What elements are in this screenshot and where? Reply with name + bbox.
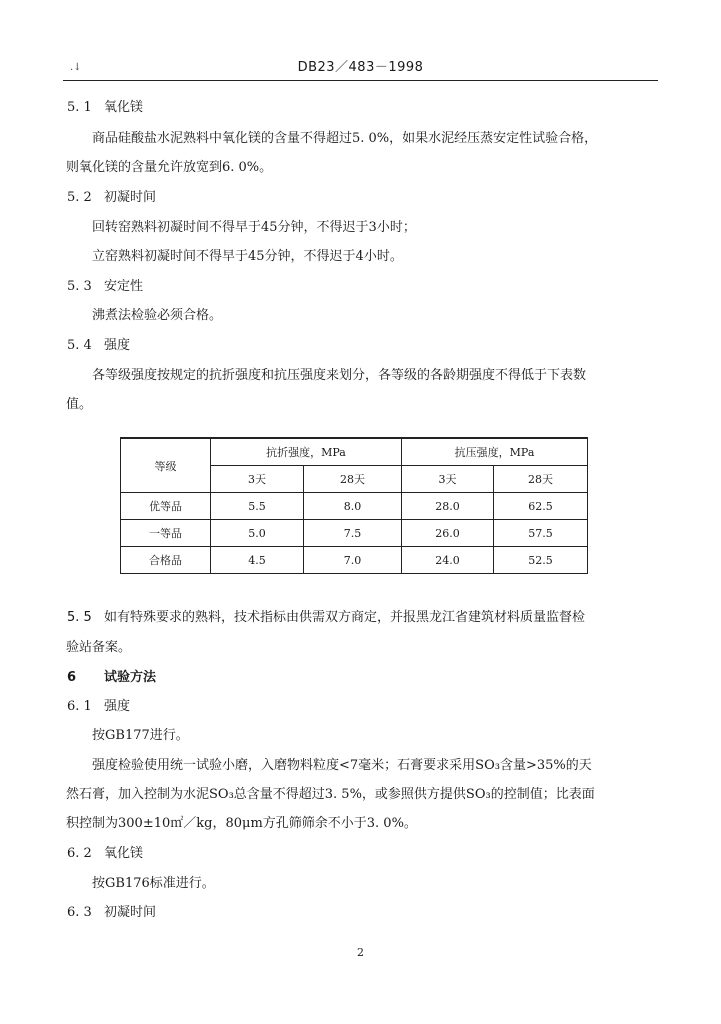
section-5-4-heading <box>67 334 130 353</box>
table-row <box>121 520 588 547</box>
section-number: 5. 3 <box>67 279 92 294</box>
section-number: 6. 3 <box>67 905 92 920</box>
paragraph-line: 然石膏，加入控制为水泥SO₃总含量不得超过3. 5%，或参照供方提供SO₃的控制值；比表面 <box>66 787 595 802</box>
section-number: 6 <box>67 670 77 685</box>
value-cell: 5.0 <box>211 520 304 547</box>
section-number: 6. 2 <box>67 846 92 861</box>
section-5-5-line <box>67 606 585 625</box>
section-number: 5. 5 <box>67 610 92 625</box>
value-cell: 4.5 <box>211 547 304 574</box>
paragraph-line: 商品硅酸盐水泥熟料中氧化镁的含量不得超过5. 0%，如果水泥经压蒸安定性试验合格， <box>92 131 598 146</box>
strength-grade-table <box>120 437 588 574</box>
section-title: 氧化镁 <box>104 100 144 115</box>
table-row <box>121 493 588 520</box>
value-cell: 5.5 <box>211 493 304 520</box>
section-title: 初凝时间 <box>104 905 157 920</box>
paragraph-line: 值。 <box>66 397 93 412</box>
compressive-header: 抗压强度，MPa <box>402 438 588 466</box>
value-cell: 62.5 <box>494 493 588 520</box>
section-number: 5. 4 <box>67 338 92 353</box>
paragraph-text: 如有特殊要求的熟料，技术指标由供需双方商定，并报黑龙江省建筑材料质量监督检 <box>104 610 586 625</box>
header-mark: .↓ <box>70 62 82 73</box>
section-6-2-heading <box>67 842 143 861</box>
chapter-6-heading <box>67 666 156 685</box>
value-cell: 7.0 <box>304 547 402 574</box>
paragraph-line: 积控制为300±10㎡／kg，80μm方孔筛筛余不小于3. 0%。 <box>66 816 417 831</box>
section-number: 5. 1 <box>67 100 92 115</box>
section-6-3-heading <box>67 901 156 920</box>
page-number: 2 <box>357 946 364 959</box>
flexural-header: 抗折强度，MPa <box>211 438 402 466</box>
section-title: 强度 <box>104 699 131 714</box>
section-number: 5. 2 <box>67 190 92 205</box>
section-title: 氧化镁 <box>104 846 144 861</box>
paragraph-line: 强度检验使用统一试验小磨，入磨物料粒度<7毫米；石膏要求采用SO₃含量>35%的天 <box>92 758 592 773</box>
grade-header: 等级 <box>121 438 211 493</box>
age-header: 3天 <box>402 466 494 493</box>
paragraph-line: 验站备案。 <box>66 640 132 655</box>
table-header-row <box>121 438 588 466</box>
table-row <box>121 547 588 574</box>
section-title: 强度 <box>104 338 131 353</box>
standard-code: DB23／483－1998 <box>297 60 424 75</box>
value-cell: 28.0 <box>402 493 494 520</box>
value-cell: 24.0 <box>402 547 494 574</box>
grade-cell: 优等品 <box>121 493 211 520</box>
paragraph-line: 回转窑熟料初凝时间不得早于45分钟，不得迟于3小时； <box>92 220 416 235</box>
section-5-3-heading <box>67 275 143 294</box>
value-cell: 52.5 <box>494 547 588 574</box>
value-cell: 8.0 <box>304 493 402 520</box>
grade-cell: 合格品 <box>121 547 211 574</box>
header-divider <box>63 80 658 81</box>
age-header: 28天 <box>304 466 402 493</box>
paragraph-line: 沸煮法检验必须合格。 <box>92 308 223 323</box>
section-title: 安定性 <box>104 279 144 294</box>
value-cell: 26.0 <box>402 520 494 547</box>
value-cell: 57.5 <box>494 520 588 547</box>
paragraph-line: 各等级强度按规定的抗折强度和抗压强度来划分，各等级的各龄期强度不得低于下表数 <box>92 368 587 383</box>
section-6-1-heading <box>67 695 130 714</box>
section-5-2-heading <box>67 186 156 205</box>
grade-cell: 一等品 <box>121 520 211 547</box>
paragraph-line: 立窑熟料初凝时间不得早于45分钟，不得迟于4小时。 <box>92 249 403 264</box>
paragraph-line: 则氧化镁的含量允许放宽到6. 0%。 <box>66 160 273 175</box>
section-number: 6. 1 <box>67 699 92 714</box>
value-cell: 7.5 <box>304 520 402 547</box>
age-header: 3天 <box>211 466 304 493</box>
age-header: 28天 <box>494 466 588 493</box>
section-title: 试验方法 <box>104 670 157 685</box>
section-5-1-heading <box>67 96 143 115</box>
section-title: 初凝时间 <box>104 190 157 205</box>
paragraph-line: 按GB177进行。 <box>92 728 189 743</box>
paragraph-line: 按GB176标准进行。 <box>92 876 215 891</box>
